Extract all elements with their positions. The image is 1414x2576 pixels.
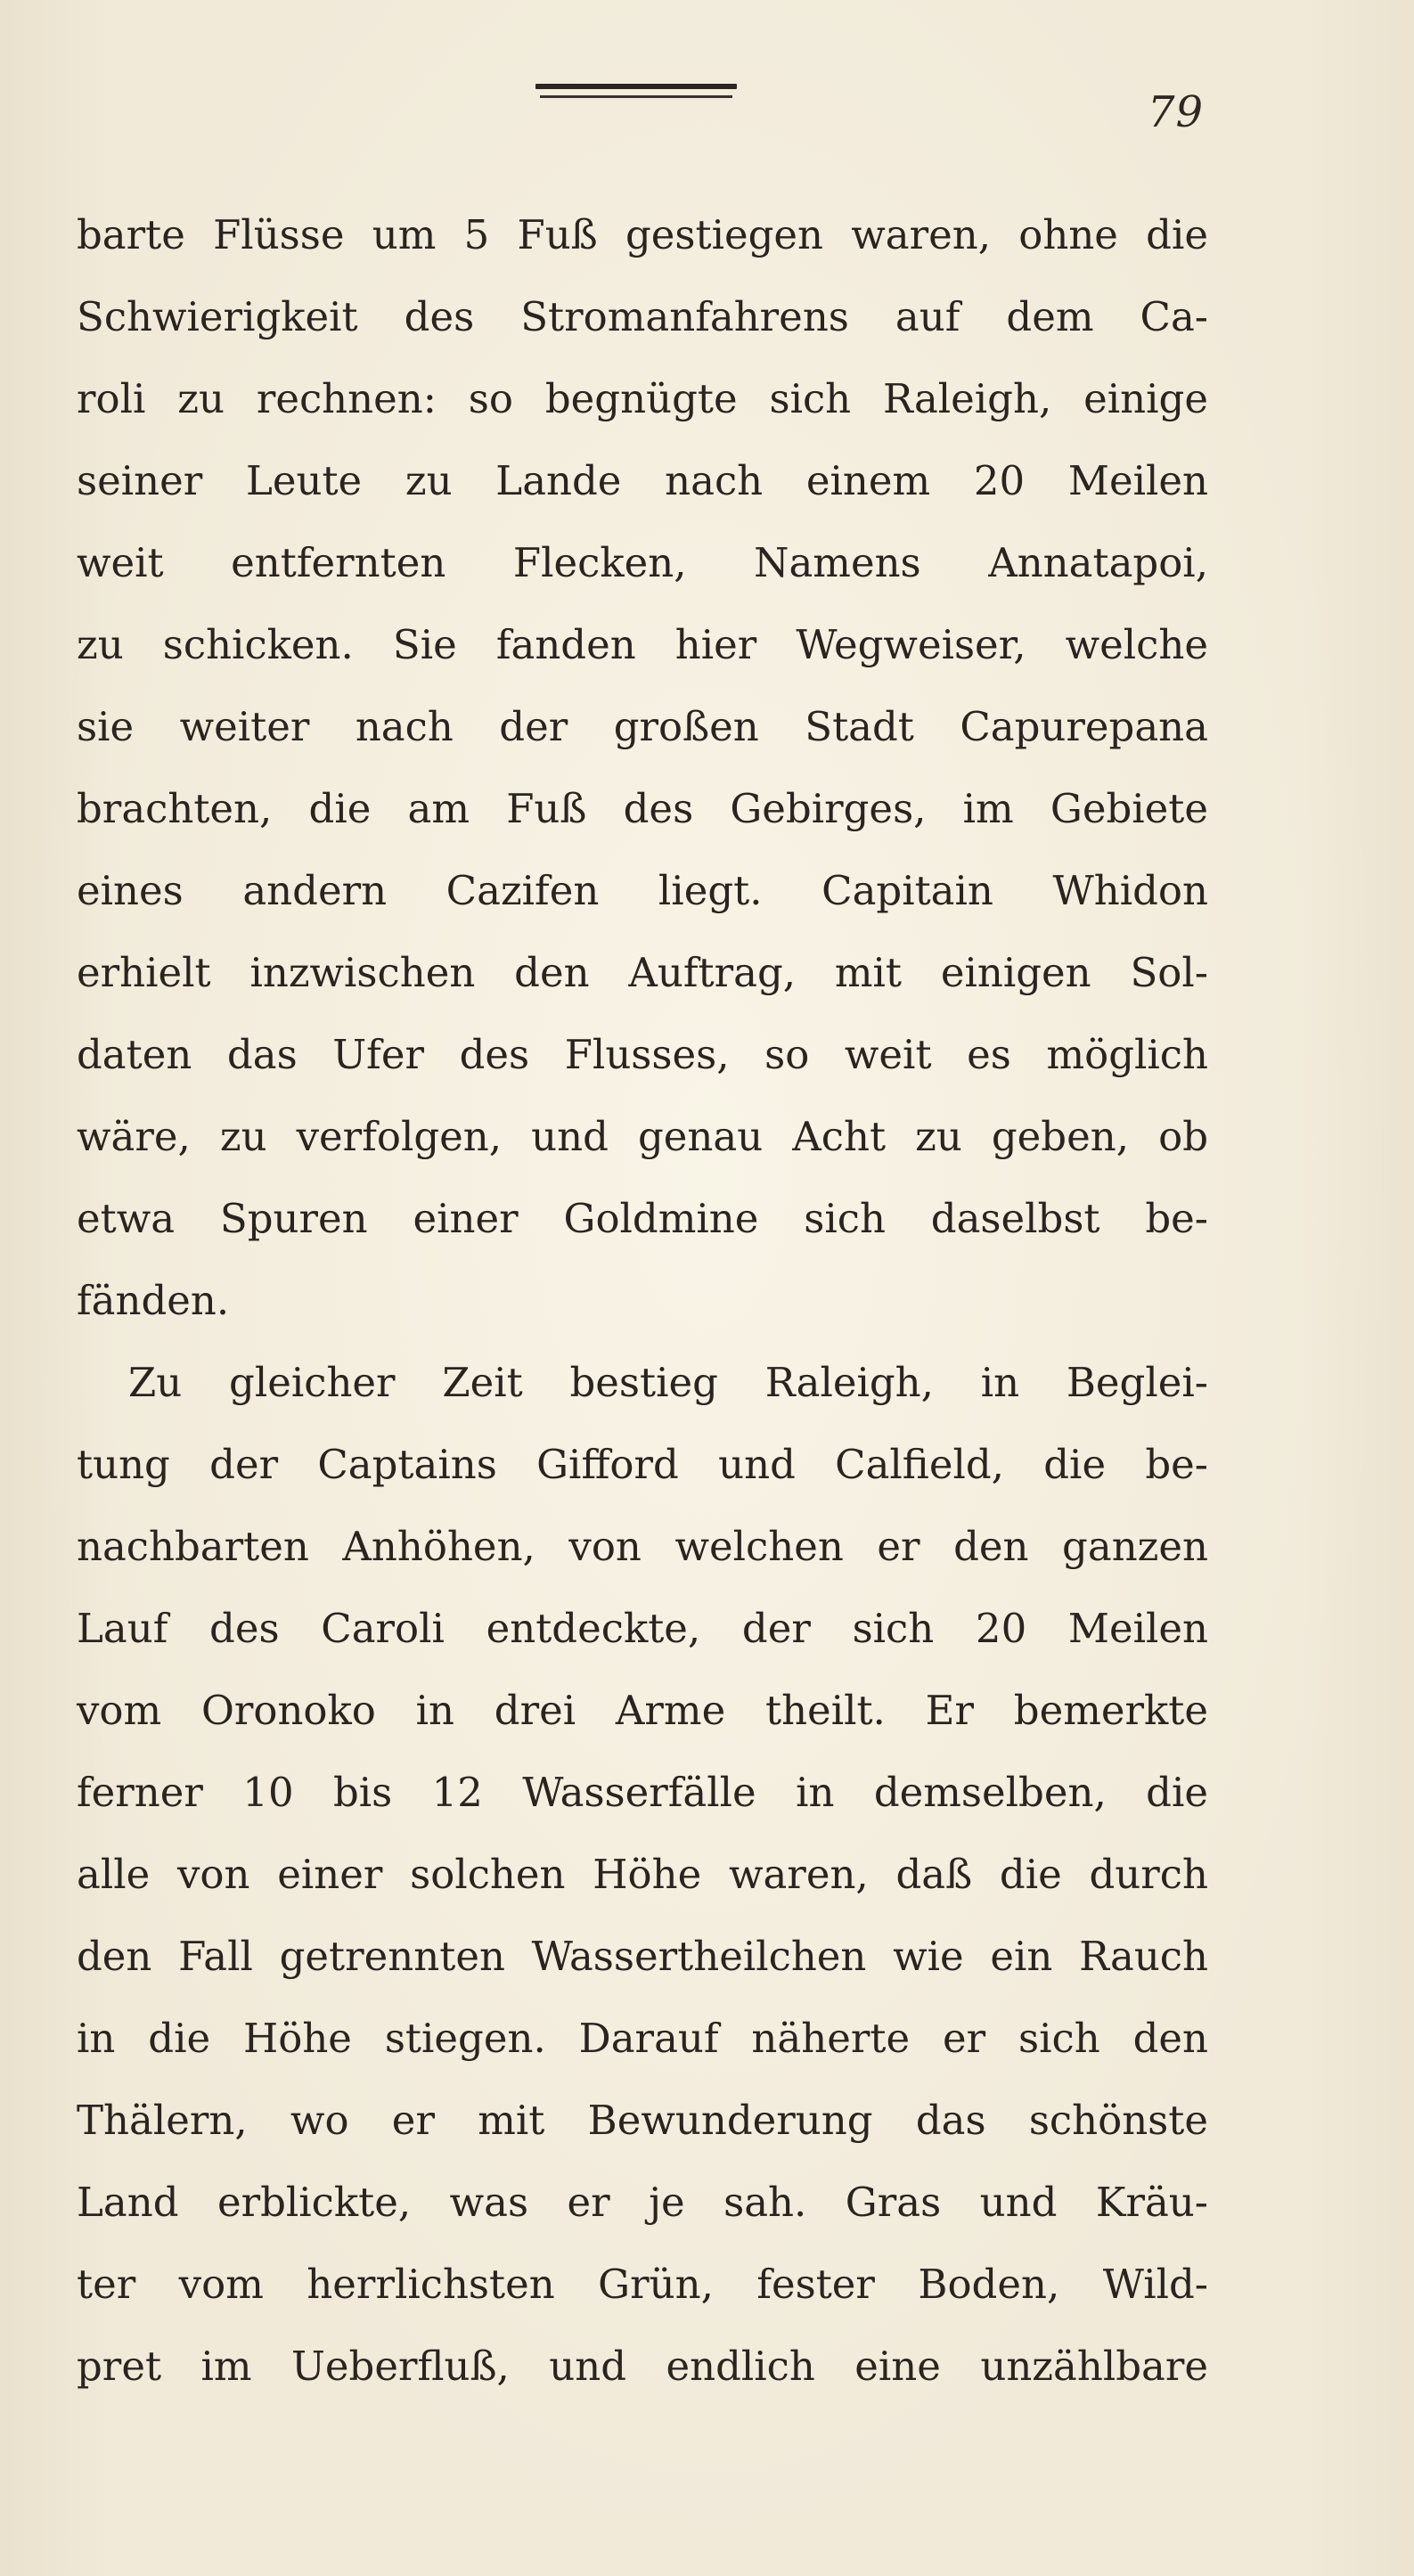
text-line: erhielt inzwischen den Auftrag, mit einigen Sol-	[77, 949, 1208, 996]
header-hairline	[540, 95, 732, 98]
header-rule	[535, 84, 737, 89]
text-line: barte Flüsse um 5 Fuß gestiegen waren, ohne die	[77, 211, 1208, 258]
text-line: vom Oronoko in drei Arme theilt. Er bemerkte	[77, 1687, 1208, 1734]
text-line: roli zu rechnen: so begnügte sich Raleigh, einige	[77, 375, 1208, 422]
text-line: seiner Leute zu Lande nach einem 20 Meilen	[77, 457, 1208, 504]
text-line: etwa Spuren einer Goldmine sich daselbst be-	[77, 1195, 1208, 1242]
text-line: daten das Ufer des Flusses, so weit es möglich	[77, 1031, 1208, 1078]
text-line: Thälern, wo er mit Bewunderung das schönste	[77, 2097, 1208, 2144]
text-line: tung der Captains Gifford und Calfield, die be-	[77, 1441, 1208, 1488]
text-line: eines andern Cazifen liegt. Capitain Whidon	[77, 867, 1208, 914]
body-text	[77, 194, 1208, 2408]
text-line: pret im Ueberfluß, und endlich eine unzählbare	[77, 2343, 1208, 2390]
text-line: alle von einer solchen Höhe waren, daß die durch	[77, 1851, 1208, 1898]
text-line: Land erblickte, was er je sah. Gras und Kräu-	[77, 2179, 1208, 2226]
text-line: sie weiter nach der großen Stadt Capurepana	[77, 703, 1208, 750]
text-line: Lauf des Caroli entdeckte, der sich 20 Meilen	[77, 1605, 1208, 1652]
page-number: 79	[1148, 87, 1205, 137]
text-line: zu schicken. Sie fanden hier Wegweiser, welche	[77, 621, 1208, 668]
paragraph-first-line: Zu gleicher Zeit bestieg Raleigh, in Beglei-	[128, 1359, 1208, 1406]
text-line: ter vom herrlichsten Grün, fester Boden, Wild-	[77, 2261, 1208, 2308]
text-line: brachten, die am Fuß des Gebirges, im Gebiete	[77, 785, 1208, 832]
text-line: nachbarten Anhöhen, von welchen er den ganzen	[77, 1523, 1208, 1570]
text-line: den Fall getrennten Wassertheilchen wie ein Rauch	[77, 1933, 1208, 1980]
text-line: wäre, zu verfolgen, und genau Acht zu geben, ob	[77, 1113, 1208, 1160]
text-line: in die Höhe stiegen. Darauf näherte er sich den	[77, 2015, 1208, 2062]
text-line: weit entfernten Flecken, Namens Annatapoi,	[77, 539, 1208, 586]
text-line: Schwierigkeit des Stromanfahrens auf dem Ca-	[77, 293, 1208, 340]
paragraph-end-line: fänden.	[77, 1277, 230, 1324]
text-line: ferner 10 bis 12 Wasserfälle in demselben, die	[77, 1769, 1208, 1816]
